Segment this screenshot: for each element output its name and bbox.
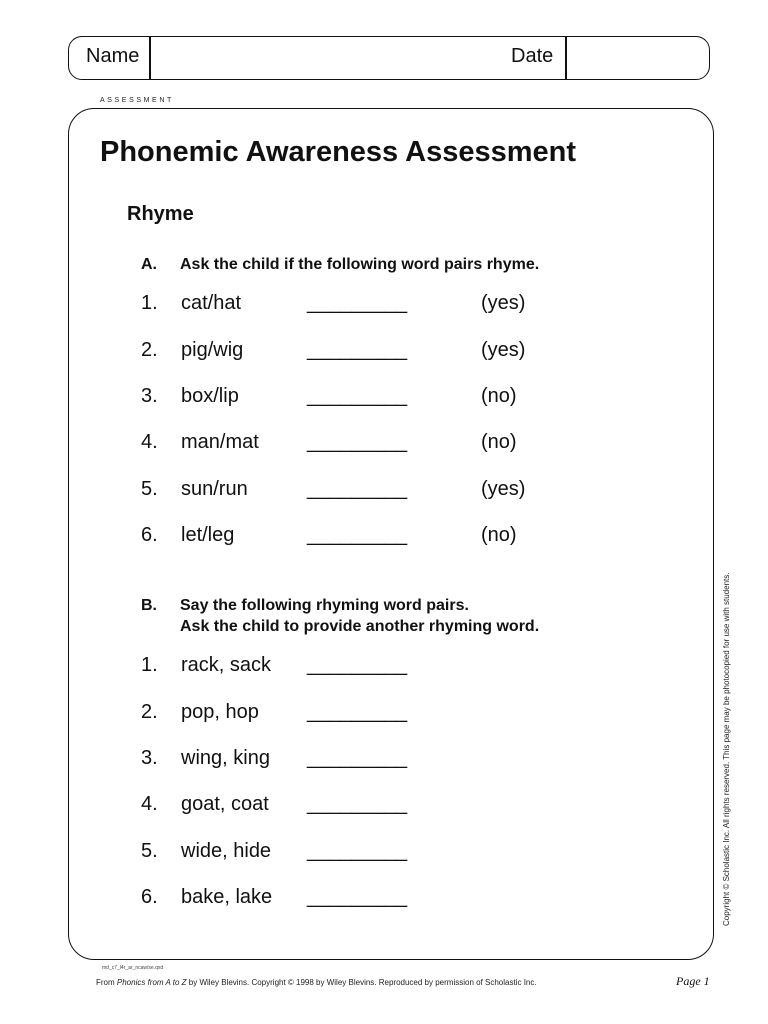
list-item — [141, 339, 561, 363]
footer-suffix: by Wiley Blevins. Copyright © 1998 by Wiley Blevins. Reproduced by permission of Scholastic Inc. — [186, 978, 537, 987]
footer-prefix: From — [96, 978, 117, 987]
list-item — [141, 431, 561, 455]
part-a-letter: A. — [141, 256, 157, 273]
item-number: 1. — [141, 654, 158, 676]
section-heading: Rhyme — [127, 203, 194, 225]
word-pair: wing, king — [181, 747, 270, 769]
answer-blank[interactable]: _________ — [307, 793, 408, 815]
word-pair: pig/wig — [181, 339, 244, 361]
item-number: 2. — [141, 339, 158, 361]
word-pair: box/lip — [181, 385, 239, 407]
expected-answer: (no) — [481, 524, 517, 546]
word-pair: cat/hat — [181, 292, 242, 314]
date-label: Date — [511, 45, 554, 67]
date-field[interactable] — [567, 37, 707, 79]
part-b-text-line2: Ask the child to provide another rhyming word. — [180, 618, 540, 635]
list-item — [141, 747, 561, 771]
answer-blank[interactable]: _________ — [307, 654, 408, 676]
answer-blank[interactable]: _________ — [307, 701, 408, 723]
expected-answer: (yes) — [481, 292, 526, 314]
item-number: 5. — [141, 840, 158, 862]
item-number: 3. — [141, 747, 158, 769]
item-number: 2. — [141, 701, 158, 723]
page-number: Page 1 — [676, 974, 710, 988]
list-item — [141, 840, 561, 864]
expected-answer: (yes) — [481, 339, 526, 361]
expected-answer: (no) — [481, 431, 517, 453]
word-pair: pop, hop — [181, 701, 259, 723]
word-pair: sun/run — [181, 478, 248, 500]
list-item — [141, 478, 561, 502]
item-number: 6. — [141, 886, 158, 908]
word-pair: goat, coat — [181, 793, 269, 815]
answer-blank[interactable]: _________ — [307, 385, 408, 407]
answer-blank[interactable]: _________ — [307, 886, 408, 908]
word-pair: wide, hide — [181, 840, 272, 862]
file-tag: md_c7_l4r_ar_ncaw/se.qxd — [102, 965, 164, 971]
answer-blank[interactable]: _________ — [307, 524, 408, 546]
list-item — [141, 524, 561, 548]
answer-blank[interactable]: _________ — [307, 292, 408, 314]
name-date-box — [68, 36, 710, 80]
source-footer — [96, 978, 537, 987]
part-b-text-line1: Say the following rhyming word pairs. — [180, 597, 469, 614]
word-pair: let/leg — [181, 524, 235, 546]
answer-blank[interactable]: _________ — [307, 840, 408, 862]
list-item — [141, 654, 561, 678]
part-a-text: Ask the child if the following word pairs rhyme. — [180, 256, 540, 273]
name-label: Name — [86, 45, 140, 67]
part-b-letter: B. — [141, 597, 157, 614]
list-item — [141, 385, 561, 409]
name-field[interactable] — [151, 37, 561, 79]
word-pair: rack, sack — [181, 654, 272, 676]
word-pair: man/mat — [181, 431, 259, 453]
list-item — [141, 701, 561, 725]
part-b-instruction — [141, 595, 621, 639]
item-number: 4. — [141, 431, 158, 453]
item-number: 4. — [141, 793, 158, 815]
copyright-notice: Copyright © Scholastic Inc. All rights reserved. This page may be photocopied for use with students. — [722, 572, 731, 926]
answer-blank[interactable]: _________ — [307, 431, 408, 453]
item-number: 1. — [141, 292, 158, 314]
item-number: 3. — [141, 385, 158, 407]
expected-answer: (yes) — [481, 478, 526, 500]
part-a-instruction — [141, 254, 601, 276]
list-item — [141, 292, 561, 316]
list-item — [141, 793, 561, 817]
item-number: 5. — [141, 478, 158, 500]
list-item — [141, 886, 561, 910]
footer-book-title: Phonics from A to Z — [116, 978, 187, 987]
word-pair: bake, lake — [181, 886, 273, 908]
section-tag: ASSESSMENT — [100, 97, 174, 104]
expected-answer: (no) — [481, 385, 517, 407]
item-number: 6. — [141, 524, 158, 546]
answer-blank[interactable]: _________ — [307, 339, 408, 361]
page-title: Phonemic Awareness Assessment — [100, 136, 577, 168]
answer-blank[interactable]: _________ — [307, 747, 408, 769]
answer-blank[interactable]: _________ — [307, 478, 408, 500]
